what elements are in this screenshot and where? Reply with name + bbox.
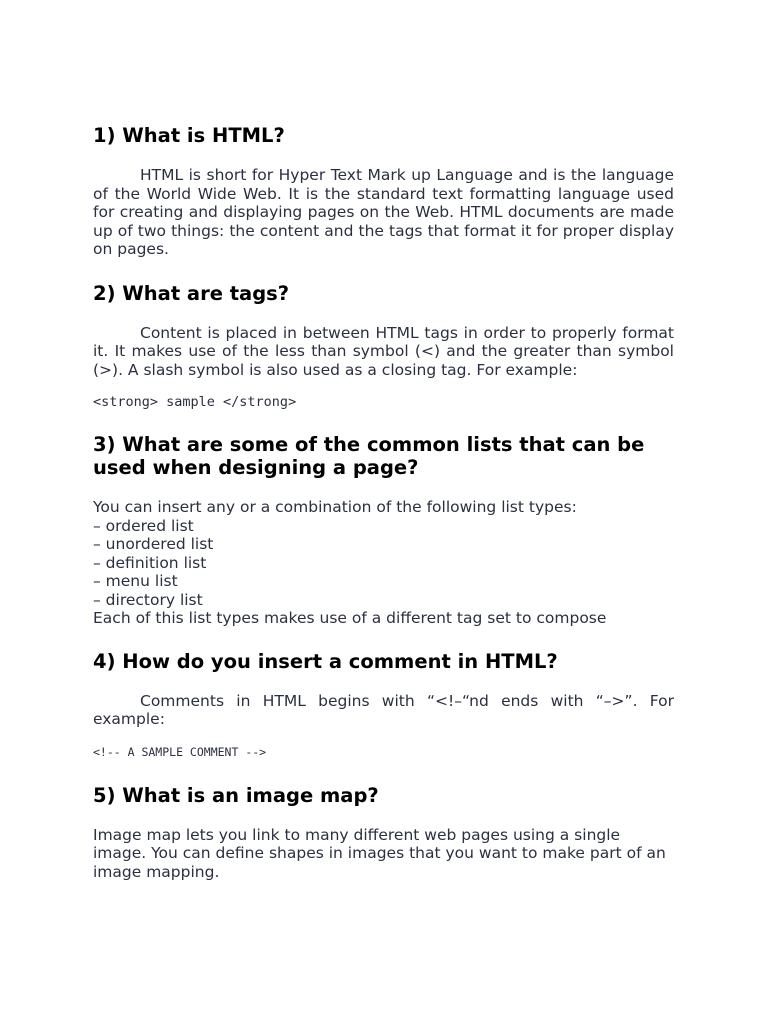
list-item: – menu list [93,572,178,590]
list-item: – directory list [93,590,203,609]
list-item: – unordered list [93,535,214,553]
section-1-heading: 1) What is HTML? [93,124,285,147]
list-item: – ordered list [93,516,194,535]
list-item: – definition list [93,553,207,572]
section-5-heading: 5) What is an image map? [93,783,379,807]
section-3-heading: 3) What are some of the common lists that can be used when designing a page? [93,433,645,479]
section-2-heading: 2) What are tags? [93,281,290,305]
section-5-paragraph: Image map lets you link to many different web pages using a single image. You can define shapes in images that you want to make part of an image mapping. [93,825,666,881]
section-4-paragraph: Comments in HTML begins with “<!–“nd ends with “–>”. For example: [93,691,674,728]
section-3-outro: Each of this list types makes use of a different tag set to compose [93,609,607,627]
section-1-paragraph: HTML is short for Hyper Text Mark up Language and is the language of the World Wide Web. It is the standard text formatting language used for creating and displaying pages on the Web. HTML documents are made up of two things: the content and the tags that format it for proper display on pages. [93,166,674,258]
section-4-heading: 4) How do you insert a comment in HTML? [93,649,558,673]
section-2-paragraph: Content is placed in between HTML tags in order to properly format it. It makes use of the less than symbol (<) and the greater than symbol (>). A slash symbol is also used as a closing tag. For example: [93,323,674,379]
section-2-code-example: <strong> sample </strong> [93,394,297,410]
section-3-intro: You can insert any or a combination of the following list types: [93,498,577,516]
section-4-code-example: <!-- A SAMPLE COMMENT --> [93,744,267,759]
document-page [93,124,674,881]
section-3-list [93,517,674,610]
